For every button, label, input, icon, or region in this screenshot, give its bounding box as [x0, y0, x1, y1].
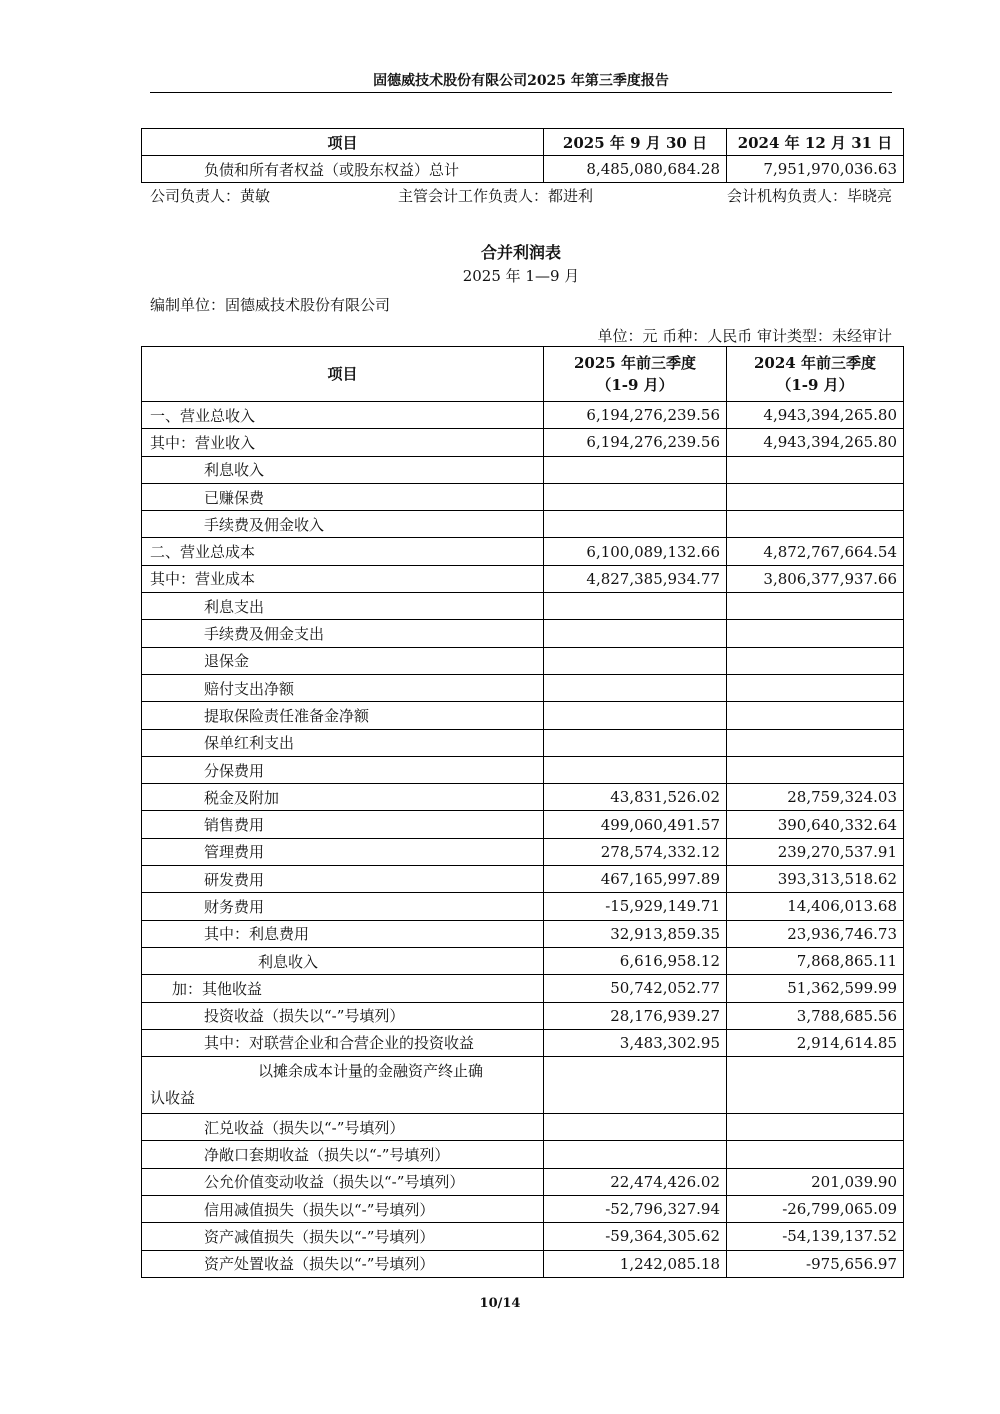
row-label: 其中：利息费用	[142, 920, 544, 947]
value-current	[544, 483, 727, 510]
row-label: 汇兑收益（损失以“-”号填列）	[142, 1114, 544, 1141]
header-divider	[150, 92, 892, 93]
row-label: 信用减值损失（损失以“-”号填列）	[142, 1196, 544, 1223]
table-row	[142, 538, 904, 565]
row-label: 公允价值变动收益（损失以“-”号填列）	[142, 1168, 544, 1195]
table-row	[142, 1029, 904, 1056]
row-label: 利息支出	[142, 593, 544, 620]
value-current: 1,242,085.18	[544, 1250, 727, 1277]
column-header-item: 项目	[142, 347, 544, 402]
row-label: 保单红利支出	[142, 729, 544, 756]
value-prior: 4,943,394,265.80	[727, 402, 904, 429]
value-prior: 390,640,332.64	[727, 811, 904, 838]
row-label: 净敞口套期收益（损失以“-”号填列）	[142, 1141, 544, 1168]
table-row	[142, 674, 904, 701]
value-prior	[727, 729, 904, 756]
table-row	[142, 620, 904, 647]
value-prior	[727, 674, 904, 701]
row-label-line2: 认收益	[150, 1089, 196, 1108]
value-prior: 14,406,013.68	[727, 893, 904, 920]
value-current	[544, 1057, 727, 1114]
table-row	[142, 511, 904, 538]
value-prior: 239,270,537.91	[727, 838, 904, 865]
table-row	[142, 947, 904, 974]
value-prior	[727, 593, 904, 620]
table-row	[142, 156, 904, 183]
row-label	[142, 1057, 544, 1114]
value-current	[544, 729, 727, 756]
value-prior: 4,872,767,664.54	[727, 538, 904, 565]
table-row	[142, 483, 904, 510]
row-label-line1: 以摊余成本计量的金融资产终止确	[258, 1062, 484, 1081]
table-row	[142, 920, 904, 947]
column-header-current-line2: （1-9 月）	[596, 376, 674, 394]
page-number: 10/14	[479, 1296, 521, 1311]
value-current	[544, 647, 727, 674]
table-row	[142, 729, 904, 756]
company-head: 公司负责人：黄敏	[150, 187, 271, 205]
table-row	[142, 702, 904, 729]
column-header-prior-line1: 2024 年前三季度	[754, 354, 876, 372]
row-label: 研发费用	[142, 866, 544, 893]
table-row	[142, 402, 904, 429]
table-row	[142, 756, 904, 783]
value-current	[544, 620, 727, 647]
row-label: 税金及附加	[142, 784, 544, 811]
row-label: 二、营业总成本	[142, 538, 544, 565]
table-header-row	[142, 347, 904, 402]
table-row	[142, 593, 904, 620]
accounting-org-head: 会计机构负责人：毕晓亮	[726, 187, 892, 205]
value-current: 8,485,080,684.28	[544, 156, 727, 183]
value-prior: 23,936,746.73	[727, 920, 904, 947]
column-header-prior	[727, 347, 904, 402]
row-label: 管理费用	[142, 838, 544, 865]
value-prior	[727, 1114, 904, 1141]
value-current: 4,827,385,934.77	[544, 565, 727, 592]
row-label: 其中：营业收入	[142, 429, 544, 456]
value-prior	[727, 756, 904, 783]
value-prior	[727, 511, 904, 538]
row-label: 提取保险责任准备金净额	[142, 702, 544, 729]
value-prior: 7,868,865.11	[727, 947, 904, 974]
column-header-prior-line2: （1-9 月）	[776, 376, 854, 394]
value-prior	[727, 702, 904, 729]
value-current	[544, 1114, 727, 1141]
column-header-current: 2025 年 9 月 30 日	[544, 129, 727, 156]
row-label: 分保费用	[142, 756, 544, 783]
row-label: 手续费及佣金收入	[142, 511, 544, 538]
table-row	[142, 1196, 904, 1223]
table-row	[142, 565, 904, 592]
value-prior: 28,759,324.03	[727, 784, 904, 811]
table-row	[142, 1057, 904, 1114]
value-prior	[727, 647, 904, 674]
value-current: 278,574,332.12	[544, 838, 727, 865]
value-current: -59,364,305.62	[544, 1223, 727, 1250]
value-prior: 51,362,599.99	[727, 975, 904, 1002]
table-row	[142, 1141, 904, 1168]
row-label: 利息收入	[142, 456, 544, 483]
row-label: 投资收益（损失以“-”号填列）	[142, 1002, 544, 1029]
row-label: 其中：对联营企业和合营企业的投资收益	[142, 1029, 544, 1056]
value-current	[544, 593, 727, 620]
column-header-prior: 2024 年 12 月 31 日	[727, 129, 904, 156]
value-prior: 393,313,518.62	[727, 866, 904, 893]
row-label: 手续费及佣金支出	[142, 620, 544, 647]
column-header-current	[544, 347, 727, 402]
value-prior: 4,943,394,265.80	[727, 429, 904, 456]
value-current: 6,616,958.12	[544, 947, 727, 974]
income-table-body	[142, 402, 904, 1278]
value-current: -15,929,149.71	[544, 893, 727, 920]
statement-period: 2025 年 1—9 月	[462, 267, 580, 285]
income-statement-table	[141, 346, 904, 1278]
value-current	[544, 702, 727, 729]
row-label: 加：其他收益	[142, 975, 544, 1002]
table-row	[142, 838, 904, 865]
statement-title: 合并利润表	[480, 243, 561, 262]
row-label: 负债和所有者权益（或股东权益）总计	[142, 156, 544, 183]
column-header-item: 项目	[142, 129, 544, 156]
value-current: 32,913,859.35	[544, 920, 727, 947]
row-label: 财务费用	[142, 893, 544, 920]
table-row	[142, 429, 904, 456]
table-row	[142, 975, 904, 1002]
value-prior: 3,788,685.56	[727, 1002, 904, 1029]
row-label: 资产处置收益（损失以“-”号填列）	[142, 1250, 544, 1277]
table-header-row	[142, 129, 904, 156]
table-row	[142, 784, 904, 811]
value-prior: 7,951,970,036.63	[727, 156, 904, 183]
row-label: 一、营业总收入	[142, 402, 544, 429]
accounting-head: 主管会计工作负责人：都进利	[398, 187, 594, 205]
table-row	[142, 893, 904, 920]
row-label: 退保金	[142, 647, 544, 674]
table-row	[142, 456, 904, 483]
value-current: 6,100,089,132.66	[544, 538, 727, 565]
value-prior	[727, 456, 904, 483]
table-row	[142, 811, 904, 838]
value-prior: -975,656.97	[727, 1250, 904, 1277]
table-row	[142, 866, 904, 893]
value-current	[544, 1141, 727, 1168]
table-row	[142, 1250, 904, 1277]
value-prior: 3,806,377,937.66	[727, 565, 904, 592]
table-row	[142, 1168, 904, 1195]
value-current: 467,165,997.89	[544, 866, 727, 893]
value-prior	[727, 1141, 904, 1168]
value-current: 6,194,276,239.56	[544, 429, 727, 456]
row-label: 其中：营业成本	[142, 565, 544, 592]
value-current: 499,060,491.57	[544, 811, 727, 838]
table-row	[142, 1223, 904, 1250]
value-prior	[727, 483, 904, 510]
value-prior: -54,139,137.52	[727, 1223, 904, 1250]
value-current	[544, 674, 727, 701]
value-prior	[727, 1057, 904, 1114]
row-label: 已赚保费	[142, 483, 544, 510]
report-header-title: 固德威技术股份有限公司2025 年第三季度报告	[373, 73, 669, 89]
table-row	[142, 647, 904, 674]
column-header-current-line1: 2025 年前三季度	[574, 354, 696, 372]
value-prior: -26,799,065.09	[727, 1196, 904, 1223]
value-prior	[727, 620, 904, 647]
value-current: 22,474,426.02	[544, 1168, 727, 1195]
value-prior: 201,039.90	[727, 1168, 904, 1195]
row-label: 销售费用	[142, 811, 544, 838]
row-label: 资产减值损失（损失以“-”号填列）	[142, 1223, 544, 1250]
balance-sheet-tail-table	[141, 128, 904, 183]
value-current: 50,742,052.77	[544, 975, 727, 1002]
table-row	[142, 1114, 904, 1141]
row-label: 赔付支出净额	[142, 674, 544, 701]
table-row	[142, 1002, 904, 1029]
value-current: 43,831,526.02	[544, 784, 727, 811]
value-current: 28,176,939.27	[544, 1002, 727, 1029]
row-label: 利息收入	[142, 947, 544, 974]
value-current: 3,483,302.95	[544, 1029, 727, 1056]
value-current	[544, 756, 727, 783]
value-current: 6,194,276,239.56	[544, 402, 727, 429]
value-prior: 2,914,614.85	[727, 1029, 904, 1056]
value-current	[544, 511, 727, 538]
value-current: -52,796,327.94	[544, 1196, 727, 1223]
compiler-unit: 编制单位：固德威技术股份有限公司	[150, 296, 391, 314]
value-current	[544, 456, 727, 483]
unit-currency-audit: 单位：元 币种：人民币 审计类型：未经审计	[597, 327, 892, 345]
